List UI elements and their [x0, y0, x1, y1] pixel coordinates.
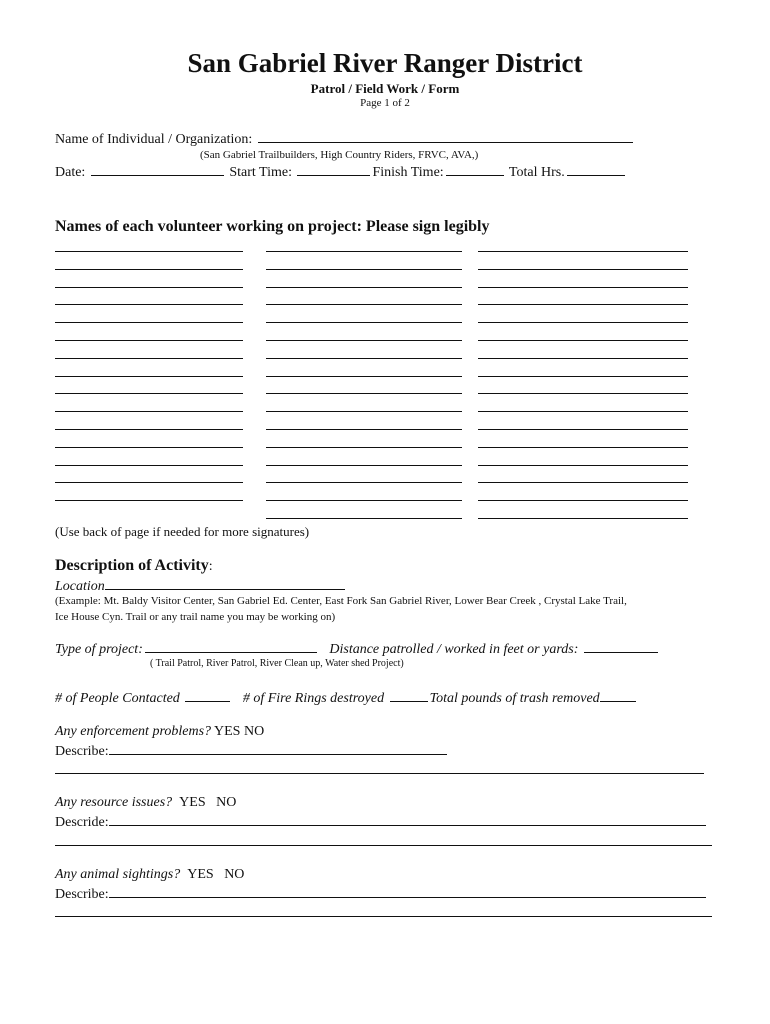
- signature-line[interactable]: [478, 322, 688, 323]
- name-label: Name of Individual / Organization:: [55, 132, 253, 147]
- signature-line[interactable]: [266, 482, 462, 483]
- enforcement-no[interactable]: NO: [243, 724, 265, 739]
- signature-line[interactable]: [478, 358, 688, 359]
- resource-describe-line-2[interactable]: [55, 845, 712, 846]
- signature-line[interactable]: [478, 393, 688, 394]
- signature-line[interactable]: [478, 500, 688, 501]
- signature-line[interactable]: [55, 340, 243, 341]
- signature-line[interactable]: [55, 393, 243, 394]
- trash-field[interactable]: [600, 689, 636, 702]
- animal-describe-label: Describe:: [55, 887, 109, 902]
- animal-no[interactable]: NO: [224, 867, 245, 882]
- signature-line[interactable]: [266, 322, 462, 323]
- type-examples: ( Trail Patrol, River Patrol, River Clean up, Water shed Project): [150, 658, 404, 669]
- type-row: [55, 640, 660, 658]
- animal-describe-line-2[interactable]: [55, 916, 712, 917]
- signature-line[interactable]: [55, 500, 243, 501]
- signature-line[interactable]: [266, 340, 462, 341]
- signature-line[interactable]: [478, 376, 688, 377]
- people-contacted-field[interactable]: [185, 689, 230, 702]
- signature-line[interactable]: [478, 482, 688, 483]
- signature-line[interactable]: [266, 304, 462, 305]
- signature-line[interactable]: [478, 429, 688, 430]
- enforcement-label: Any enforcement problems?: [55, 724, 212, 739]
- signature-line[interactable]: [55, 465, 243, 466]
- location-field[interactable]: [105, 577, 345, 590]
- signature-line[interactable]: [266, 465, 462, 466]
- signature-line[interactable]: [478, 287, 688, 288]
- signature-line[interactable]: [478, 304, 688, 305]
- activity-heading-colon: :: [208, 559, 213, 574]
- signature-line[interactable]: [478, 411, 688, 412]
- signature-line[interactable]: [266, 518, 462, 519]
- signature-line[interactable]: [55, 429, 243, 430]
- finish-time-field[interactable]: [446, 163, 504, 176]
- animal-describe-field[interactable]: [109, 885, 706, 898]
- signature-line[interactable]: [55, 447, 243, 448]
- location-example-1: (Example: Mt. Baldy Visitor Center, San Gabriel Ed. Center, East Fork San Gabriel River, Lower Bear Creek , Crystal Lake Trail,: [55, 595, 627, 607]
- form-title: San Gabriel River Ranger District: [187, 48, 583, 78]
- animal-describe-row: [55, 885, 708, 903]
- signature-line[interactable]: [266, 269, 462, 270]
- signature-line[interactable]: [55, 287, 243, 288]
- resource-row: [55, 795, 236, 811]
- start-time-field[interactable]: [297, 163, 370, 176]
- location-label: Location: [55, 579, 105, 594]
- enforcement-yes[interactable]: YES: [214, 724, 241, 739]
- trash-label: Total pounds of trash removed: [429, 691, 600, 706]
- signature-line[interactable]: [266, 429, 462, 430]
- activity-heading-row: [55, 557, 213, 575]
- start-time-label: Start Time:: [229, 165, 292, 180]
- distance-label: Distance patrolled / worked in feet or yards:: [329, 642, 579, 657]
- finish-time-label: Finish Time:: [372, 165, 444, 180]
- signature-line[interactable]: [266, 376, 462, 377]
- volunteers-heading: Names of each volunteer working on project: Please sign legibly: [55, 218, 490, 235]
- signature-line[interactable]: [55, 376, 243, 377]
- fire-rings-field[interactable]: [390, 689, 428, 702]
- resource-describe-label: Descride:: [55, 815, 109, 830]
- signature-line[interactable]: [55, 358, 243, 359]
- signature-line[interactable]: [55, 411, 243, 412]
- enforcement-describe-label: Describe:: [55, 744, 109, 759]
- page-number: Page 1 of 2: [360, 97, 410, 109]
- enforcement-describe-row: [55, 742, 449, 760]
- signatures-note: (Use back of page if needed for more signatures): [55, 524, 310, 539]
- signature-line[interactable]: [266, 287, 462, 288]
- date-label: Date:: [55, 165, 86, 180]
- signature-line[interactable]: [478, 251, 688, 252]
- signature-line[interactable]: [55, 482, 243, 483]
- resource-describe-field[interactable]: [109, 813, 706, 826]
- animal-row: [55, 867, 244, 883]
- signature-line[interactable]: [478, 269, 688, 270]
- signature-line[interactable]: [55, 269, 243, 270]
- type-label: Type of project:: [55, 642, 143, 657]
- location-row: [55, 577, 347, 595]
- total-hours-label: Total Hrs.: [508, 165, 565, 180]
- signature-line[interactable]: [55, 251, 243, 252]
- signature-line[interactable]: [266, 447, 462, 448]
- signature-line[interactable]: [478, 340, 688, 341]
- animal-yes[interactable]: YES: [187, 867, 214, 882]
- activity-heading: Description of Activity: [55, 557, 209, 574]
- signature-line[interactable]: [266, 411, 462, 412]
- total-hours-field[interactable]: [567, 163, 625, 176]
- distance-field[interactable]: [584, 640, 658, 653]
- signature-line[interactable]: [266, 251, 462, 252]
- name-row: [55, 130, 635, 148]
- enforcement-describe-line-2[interactable]: [55, 773, 704, 774]
- date-row: [55, 163, 627, 181]
- counts-row: [55, 689, 638, 707]
- signature-line[interactable]: [55, 304, 243, 305]
- type-field[interactable]: [145, 640, 317, 653]
- signature-line[interactable]: [266, 358, 462, 359]
- date-field[interactable]: [91, 163, 224, 176]
- signature-line[interactable]: [55, 322, 243, 323]
- enforcement-row: [55, 724, 264, 740]
- signature-line[interactable]: [266, 393, 462, 394]
- signature-line[interactable]: [478, 518, 688, 519]
- org-examples: (San Gabriel Trailbuilders, High Country Riders, FRVC, AVA,): [200, 149, 479, 161]
- signature-line[interactable]: [478, 447, 688, 448]
- name-field[interactable]: [258, 130, 633, 143]
- resource-no[interactable]: NO: [216, 795, 237, 810]
- form-subtitle: Patrol / Field Work / Form: [310, 81, 460, 96]
- signature-line[interactable]: [266, 500, 462, 501]
- resource-describe-row: [55, 813, 708, 831]
- location-example-2: Ice House Cyn. Trail or any trail name you may be working on): [55, 611, 336, 623]
- animal-label: Any animal sightings?: [55, 867, 181, 882]
- resource-label: Any resource issues?: [55, 795, 173, 810]
- signature-line[interactable]: [478, 465, 688, 466]
- people-contacted-label: # of People Contacted: [55, 691, 180, 706]
- fire-rings-label: # of Fire Rings destroyed: [242, 691, 385, 706]
- resource-yes[interactable]: YES: [179, 795, 206, 810]
- enforcement-describe-field[interactable]: [109, 742, 447, 755]
